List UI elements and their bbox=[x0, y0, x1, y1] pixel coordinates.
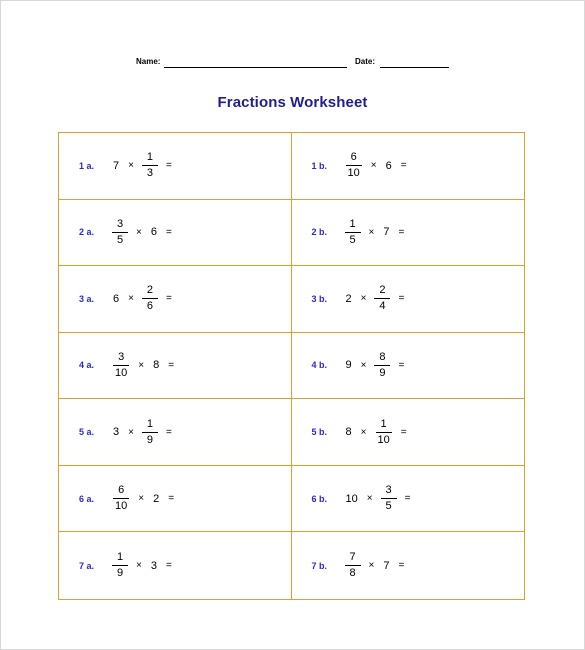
equals-sign: = bbox=[398, 560, 405, 572]
problem-expression bbox=[109, 218, 177, 247]
fraction-denominator: 9 bbox=[116, 567, 124, 580]
problem-label: 2 a. bbox=[79, 227, 95, 238]
fraction-denominator: 6 bbox=[146, 300, 154, 313]
multiply-sign: × bbox=[368, 226, 375, 238]
equals-sign: = bbox=[165, 426, 172, 438]
date-label: Date: bbox=[355, 57, 376, 66]
whole-number: 3 bbox=[113, 426, 120, 439]
equals-sign: = bbox=[398, 226, 405, 238]
fraction-denominator: 4 bbox=[379, 300, 386, 313]
problem-expression bbox=[342, 484, 416, 513]
fraction bbox=[381, 484, 397, 513]
problem-label: 6 b. bbox=[311, 493, 328, 504]
problem-label: 3 a. bbox=[79, 293, 95, 304]
fraction-numerator: 1 bbox=[345, 218, 361, 233]
equals-sign: = bbox=[404, 493, 411, 505]
problem-cell bbox=[292, 532, 525, 599]
equals-sign: = bbox=[165, 160, 172, 172]
problem-grid bbox=[58, 132, 525, 600]
fraction-denominator: 8 bbox=[349, 567, 356, 580]
multiply-sign: × bbox=[128, 293, 134, 305]
multiply-sign: × bbox=[360, 426, 367, 438]
fraction-denominator: 10 bbox=[115, 366, 128, 379]
problem-expression bbox=[342, 284, 410, 313]
problem-label: 5 a. bbox=[79, 427, 95, 438]
fraction bbox=[142, 418, 158, 447]
whole-number: 6 bbox=[113, 292, 120, 305]
problem-expression bbox=[342, 418, 412, 447]
multiply-sign: × bbox=[360, 293, 367, 305]
problem-cell bbox=[59, 200, 292, 267]
whole-number: 2 bbox=[153, 492, 160, 505]
problem-expression bbox=[109, 151, 177, 180]
fraction-denominator: 10 bbox=[347, 167, 360, 180]
problem-label: 7 a. bbox=[79, 560, 95, 571]
whole-number: 6 bbox=[150, 226, 157, 239]
problem-cell bbox=[292, 266, 525, 333]
fraction bbox=[345, 151, 363, 180]
problem-label: 1 b. bbox=[311, 160, 328, 171]
fraction-numerator: 3 bbox=[381, 484, 397, 499]
equals-sign: = bbox=[168, 359, 175, 371]
fraction bbox=[374, 418, 392, 447]
whole-number: 10 bbox=[345, 492, 358, 505]
problem-expression bbox=[109, 418, 177, 447]
problem-expression bbox=[109, 484, 179, 513]
fraction bbox=[374, 351, 390, 380]
fraction-denominator: 5 bbox=[349, 233, 356, 246]
problem-expression bbox=[342, 351, 410, 380]
problem-cell bbox=[292, 133, 525, 200]
whole-number: 2 bbox=[345, 292, 352, 305]
fraction-denominator: 9 bbox=[379, 366, 386, 379]
problem-cell bbox=[59, 333, 292, 400]
problem-cell bbox=[59, 266, 292, 333]
fraction-numerator: 6 bbox=[113, 484, 129, 499]
multiply-sign: × bbox=[128, 426, 134, 438]
multiply-sign: × bbox=[138, 359, 145, 371]
equals-sign: = bbox=[165, 560, 172, 572]
problem-expression bbox=[342, 151, 412, 180]
whole-number: 7 bbox=[383, 559, 390, 572]
fraction bbox=[374, 284, 390, 313]
problem-cell bbox=[59, 399, 292, 466]
multiply-sign: × bbox=[138, 493, 145, 505]
whole-number: 6 bbox=[385, 159, 392, 172]
equals-sign: = bbox=[168, 493, 175, 505]
multiply-sign: × bbox=[136, 560, 142, 572]
fraction-denominator: 3 bbox=[146, 167, 154, 180]
fraction-numerator: 1 bbox=[142, 418, 158, 433]
fraction bbox=[142, 151, 158, 180]
fraction-numerator: 1 bbox=[112, 551, 128, 566]
fraction bbox=[112, 484, 130, 513]
problem-cell bbox=[292, 399, 525, 466]
fraction-numerator: 8 bbox=[374, 351, 390, 366]
page-title: Fractions Worksheet bbox=[217, 94, 368, 111]
problem-expression bbox=[342, 551, 410, 580]
whole-number: 7 bbox=[113, 159, 120, 172]
fraction-denominator: 5 bbox=[116, 233, 124, 246]
fraction-numerator: 6 bbox=[346, 151, 362, 166]
whole-number: 8 bbox=[345, 426, 352, 439]
fraction-denominator: 9 bbox=[146, 433, 154, 446]
equals-sign: = bbox=[398, 359, 405, 371]
problem-cell bbox=[59, 466, 292, 533]
problem-label: 6 a. bbox=[79, 493, 95, 504]
fraction-numerator: 3 bbox=[113, 351, 129, 366]
multiply-sign: × bbox=[360, 359, 367, 371]
fraction-denominator: 10 bbox=[115, 500, 128, 513]
multiply-sign: × bbox=[368, 560, 375, 572]
fraction-numerator: 3 bbox=[112, 218, 128, 233]
fraction-numerator: 2 bbox=[142, 284, 158, 299]
problem-label: 5 b. bbox=[311, 427, 328, 438]
whole-number: 3 bbox=[150, 559, 157, 572]
multiply-sign: × bbox=[128, 160, 134, 172]
fraction bbox=[345, 551, 361, 580]
multiply-sign: × bbox=[366, 493, 373, 505]
whole-number: 9 bbox=[345, 359, 352, 372]
problem-cell bbox=[59, 133, 292, 200]
equals-sign: = bbox=[400, 160, 407, 172]
problem-expression bbox=[109, 551, 177, 580]
fraction-numerator: 7 bbox=[345, 551, 361, 566]
date-field[interactable] bbox=[380, 67, 449, 68]
equals-sign: = bbox=[165, 226, 172, 238]
fraction-numerator: 1 bbox=[142, 151, 158, 166]
problem-cell bbox=[292, 200, 525, 267]
multiply-sign: × bbox=[136, 226, 142, 238]
name-field[interactable] bbox=[164, 67, 347, 68]
fraction-numerator: 1 bbox=[376, 418, 392, 433]
problem-expression bbox=[342, 218, 410, 247]
problem-label: 1 a. bbox=[79, 160, 95, 171]
whole-number: 7 bbox=[383, 226, 390, 239]
problem-expression bbox=[109, 284, 177, 313]
fraction-denominator: 5 bbox=[385, 500, 392, 513]
fraction bbox=[345, 218, 361, 247]
problem-cell bbox=[59, 532, 292, 599]
fraction bbox=[112, 218, 128, 247]
problem-cell bbox=[292, 466, 525, 533]
name-label: Name: bbox=[136, 57, 161, 66]
problem-cell bbox=[292, 333, 525, 400]
fraction bbox=[112, 551, 128, 580]
equals-sign: = bbox=[400, 426, 407, 438]
problem-label: 3 b. bbox=[311, 293, 328, 304]
fraction bbox=[112, 351, 130, 380]
fraction-denominator: 10 bbox=[377, 433, 390, 446]
problem-label: 2 b. bbox=[311, 227, 328, 238]
equals-sign: = bbox=[165, 293, 172, 305]
problem-expression bbox=[109, 351, 179, 380]
multiply-sign: × bbox=[370, 160, 377, 172]
problem-label: 4 b. bbox=[311, 360, 328, 371]
whole-number: 8 bbox=[153, 359, 160, 372]
problem-label: 7 b. bbox=[311, 560, 328, 571]
fraction-numerator: 2 bbox=[374, 284, 390, 299]
problem-label: 4 a. bbox=[79, 360, 95, 371]
equals-sign: = bbox=[398, 293, 405, 305]
fraction bbox=[142, 284, 158, 313]
